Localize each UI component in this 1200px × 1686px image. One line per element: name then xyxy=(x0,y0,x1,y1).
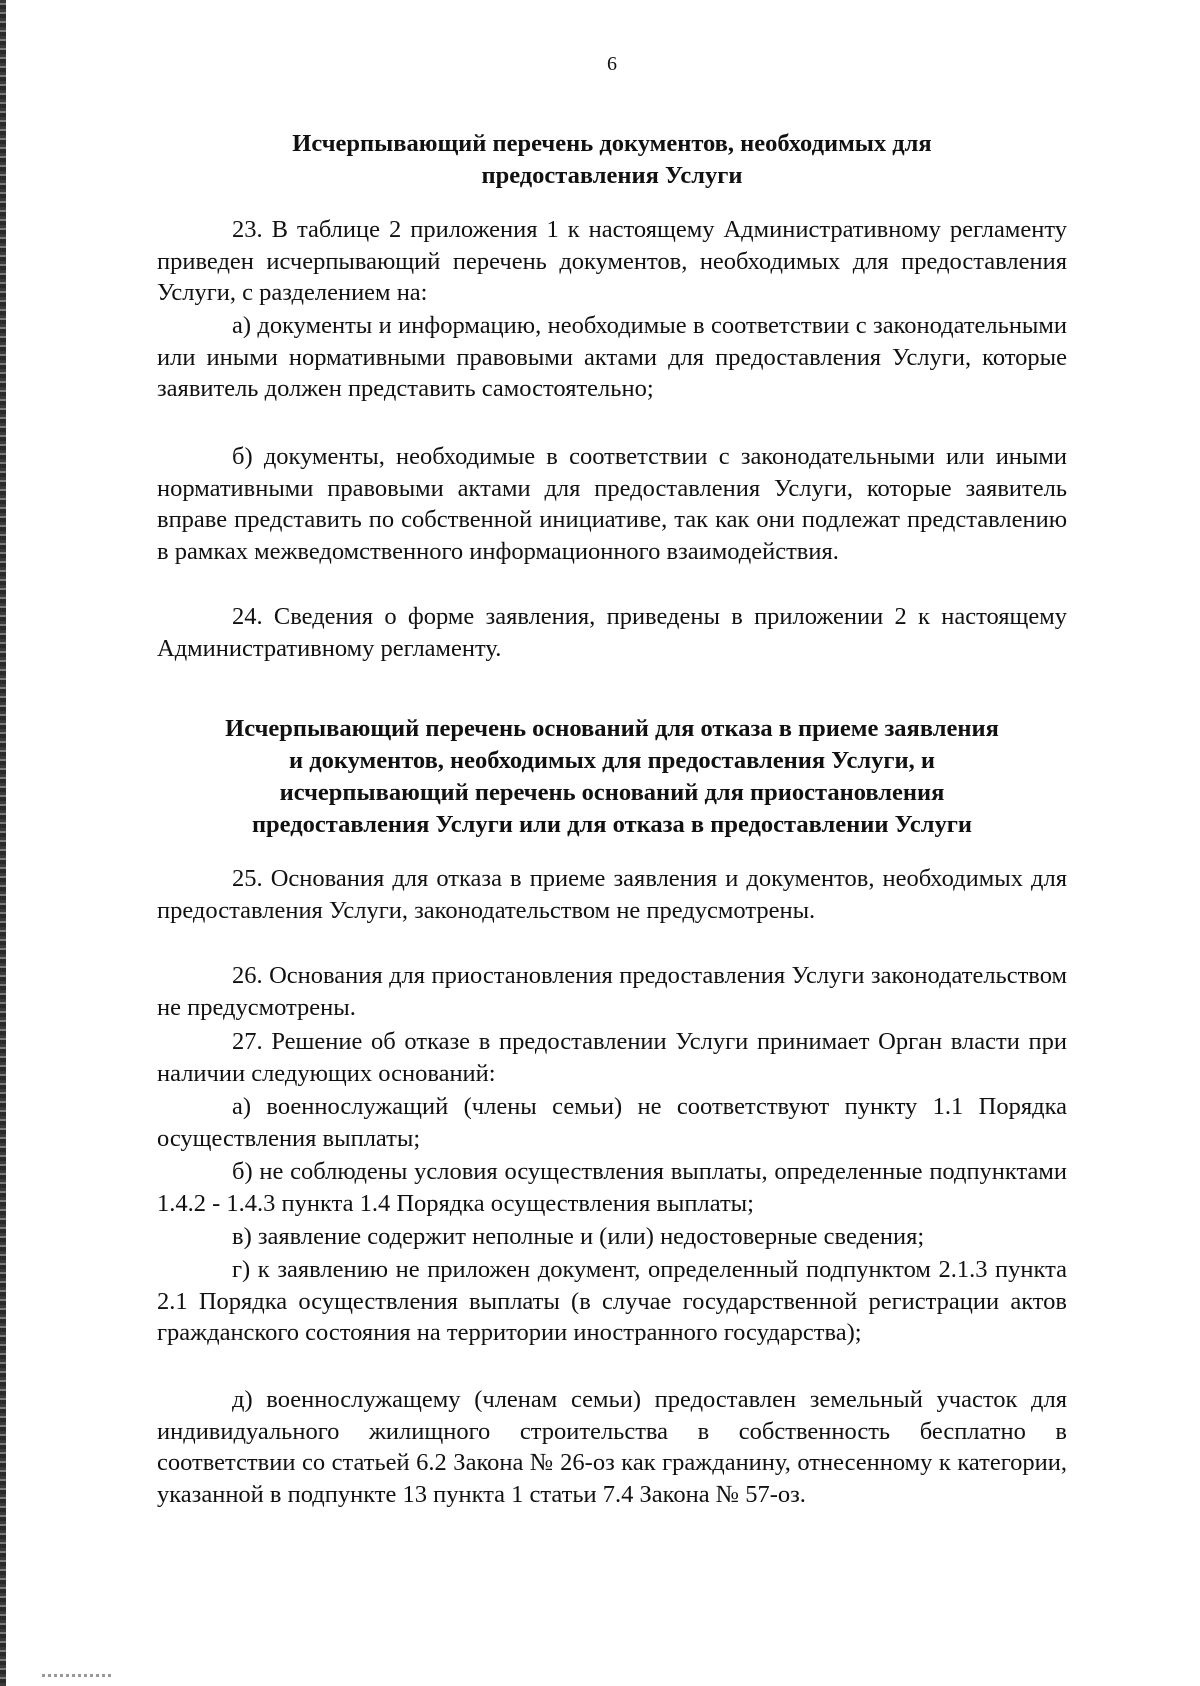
paragraph-27-d: д) военнослужащему (членам семьи) предоставлен земельный участок для индивидуального жилищного строительства в собственность бесплатно в соответствии со статьей 6.2 Закона № 26-оз как гражданину, отнесенному к категории, указанной в подпункте 13 пункта 1 статьи 7.4 Закона № 57-оз. xyxy=(157,1386,1067,1508)
document-page xyxy=(157,0,1067,1686)
heading-line: и документов, необходимых для предоставления Услуги, и xyxy=(288,747,936,774)
paragraph-23-b: б) документы, необходимые в соответствии с законодательными или иными нормативными правовыми актами для предоставления Услуги, которые заявитель вправе представить по собственной инициативе, так как они подлежат представлению в рамках межведомственного информационного взаимодействия. xyxy=(157,443,1067,565)
paragraph-27-a: а) военнослужащий (члены семьи) не соответствуют пункту 1.1 Порядка осуществления выплаты; xyxy=(157,1093,1067,1152)
paragraph-25: 25. Основания для отказа в приеме заявления и документов, необходимых для предоставления Услуги, законодательством не предусмотрены. xyxy=(157,865,1067,924)
heading-line: Исчерпывающий перечень документов, необходимых для xyxy=(292,130,932,157)
paragraph-27-g: г) к заявлению не приложен документ, определенный подпунктом 2.1.3 пункта 2.1 Порядка осуществления выплаты (в случае государственной регистрации актов гражданского состояния на территории иностранного государства); xyxy=(157,1256,1067,1346)
paragraph-23: 23. В таблице 2 приложения 1 к настоящему Административному регламенту приведен исчерпывающий перечень документов, необходимых для предоставления Услуги, с разделением на: xyxy=(157,216,1067,306)
paragraph-24: 24. Сведения о форме заявления, приведены в приложении 2 к настоящему Административному регламенту. xyxy=(157,603,1067,662)
page-number: 6 xyxy=(607,53,617,75)
heading-line: Исчерпывающий перечень оснований для отказа в приеме заявления xyxy=(225,715,999,742)
paragraph-26: 26. Основания для приостановления предоставления Услуги законодательством не предусмотрены. xyxy=(157,962,1067,1021)
section-heading-documents xyxy=(157,128,1067,192)
paragraph-27-v: в) заявление содержит неполные и (или) недостоверные сведения; xyxy=(232,1223,925,1250)
section-heading-refusal xyxy=(157,713,1067,841)
footer-scan-mark xyxy=(42,1674,112,1677)
heading-line: предоставления Услуги или для отказа в предоставлении Услуги xyxy=(251,811,973,838)
paragraph-27: 27. Решение об отказе в предоставлении Услуги принимает Орган власти при наличии следующих оснований: xyxy=(157,1028,1067,1087)
paragraph-23-a: а) документы и информацию, необходимые в соответствии с законодательными или иными нормативными правовыми актами для предоставления Услуги, которые заявитель должен представить самостоятельно; xyxy=(157,312,1067,402)
heading-line: предоставления Услуги xyxy=(481,162,743,189)
heading-line: исчерпывающий перечень оснований для приостановления xyxy=(279,779,945,806)
paragraph-27-b: б) не соблюдены условия осуществления выплаты, определенные подпунктами 1.4.2 - 1.4.3 пункта 1.4 Порядка осуществления выплаты; xyxy=(157,1158,1067,1217)
scan-edge xyxy=(0,0,6,1686)
